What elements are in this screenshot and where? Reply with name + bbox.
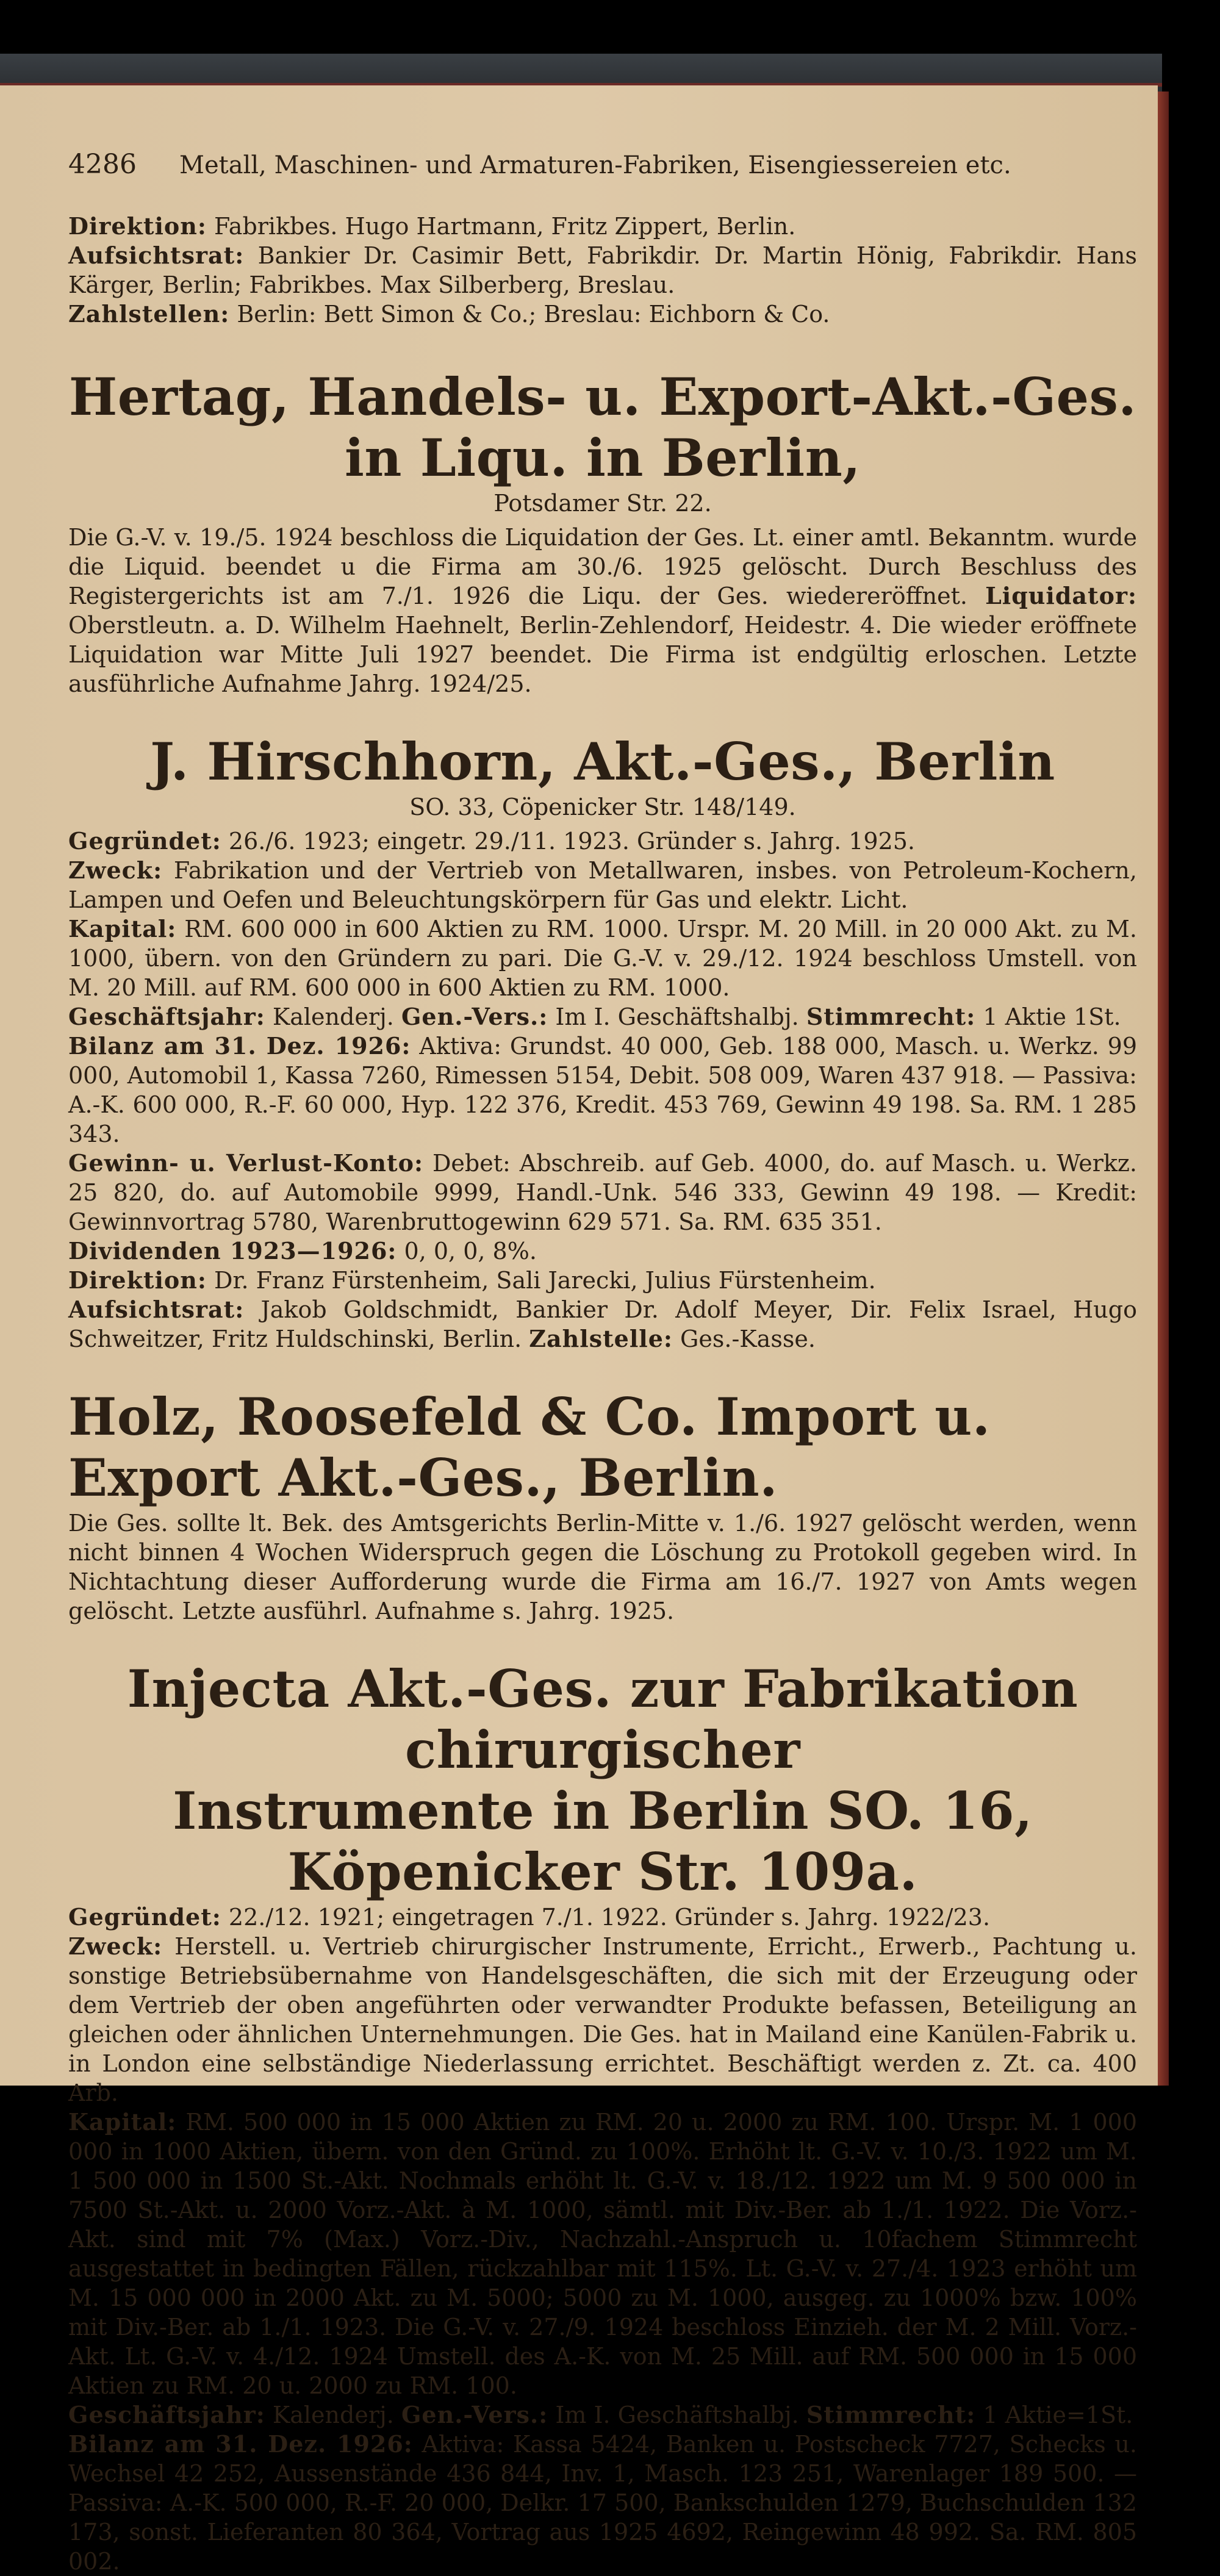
label: Kapital:	[68, 2108, 177, 2136]
label: Gen.-Vers.:	[401, 1003, 548, 1030]
label: Stimmrecht:	[806, 1003, 976, 1030]
value: 26./6. 1923; eingetr. 29./11. 1923. Gründer s. Jahrg. 1925.	[228, 828, 916, 855]
label: Stimmrecht:	[806, 2401, 976, 2428]
label: Gegründet:	[68, 1903, 221, 1931]
value: Die G.-V. v. 19./5. 1924 beschloss die Liquidation der Ges. Lt. einer amtl. Bekanntm. wurde die Liquid. beendet u die Firma am 30./6. 1925 gelöscht. Durch Beschluss des Registergerichts ist am 7./1. 1926 die Liqu. der Ges. wiedereröffnet.	[68, 524, 1137, 609]
value: Oberstleutn. a. D. Wilhelm Haehnelt, Berlin-Zehlendorf, Heidestr. 4. Die wieder eröffnete Liquidation war Mitte Juli 1927 beendet. Die Firma ist endgültig erloschen. Letzte ausführliche Aufnahme Jahrg. 1924/25.	[68, 612, 1137, 697]
label: Direktion:	[68, 212, 207, 240]
value: Fabrikation und der Vertrieb von Metallwaren, insbes. von Petroleum-Kochern, Lampen und Oefen und Beleuchtungskörpern für Gas und elektr. Licht.	[68, 857, 1137, 913]
value: Im I. Geschäftshalbj.	[555, 2402, 799, 2428]
field-geschaeftsjahr	[68, 2400, 1137, 2430]
entry-injecta	[68, 1659, 1137, 2576]
prev-direktion	[68, 212, 1137, 241]
value: 22./12. 1921; eingetragen 7./1. 1922. Gründer s. Jahrg. 1922/23.	[228, 1904, 991, 1931]
value: Aktiva: Grundst. 40 000, Geb. 188 000, Masch. u. Werkz. 99 000, Automobil 1, Kassa 7260, Rimessen 5154, Debit. 508 009, Waren 437 918. — Passiva: A.-K. 600 000, R.-F. 60 000, Hyp. 122 376, Kredit. 453 769, Gewinn 49 198. Sa. RM. 1 285 343.	[68, 1033, 1137, 1147]
field-dividenden	[68, 1236, 1137, 1266]
page-content	[68, 149, 1137, 2576]
value: Kalenderj.	[272, 2402, 394, 2428]
field-aufsichtsrat	[68, 1295, 1137, 1354]
label: Zweck:	[68, 856, 163, 884]
field-geschaeftsjahr	[68, 1002, 1137, 1031]
value: Bankier Dr. Casimir Bett, Fabrikdir. Dr. Martin Hönig, Fabrikdir. Hans Kärger, Berlin; Fabrikbes. Max Silberberg, Breslau.	[68, 242, 1137, 298]
entry-hertag	[68, 367, 1137, 698]
value: RM. 500 000 in 15 000 Aktien zu RM. 20 u. 2000 zu RM. 100. Urspr. M. 1 000 000 in 1000 Aktien, übern. von den Gründ. zu 100%. Erhöht lt. G.-V. v. 10./3. 1922 um M. 1 500 000 in 1500 St.-Akt. Nochmals erhöht lt. G.-V. v. 18./12. 1922 um M. 9 500 000 in 7500 St.-Akt. u. 2000 Vorz.-Akt. à M. 1000, sämtl. mit Div.-Ber. ab 1./1. 1922. Die Vorz.-Akt. sind mit 7% (Max.) Vorz.-Div., Nachzahl.-Anspruch u. 10fachem Stimmrecht ausgestattet in bedingten Fällen, rückzahlbar mit 115%. Lt. G.-V. v. 27./4. 1923 erhöht um M. 15 000 000 in 2000 Akt. zu M. 5000; 5000 zu M. 1000, ausgeg. zu 1000% bzw. 100% mit Div.-Ber. ab 1./1. 1923. Die G.-V. v. 27./9. 1924 beschloss Einzieh. der M. 2 Mill. Vorz.-Akt. Lt. G.-V. v. 4./12. 1924 Umstell. des A.-K. von M. 25 Mill. auf RM. 500 000 in 15 000 Aktien zu RM. 20 u. 2000 zu RM. 100.	[68, 2109, 1137, 2399]
value: RM. 600 000 in 600 Aktien zu RM. 1000. Urspr. M. 20 Mill. in 20 000 Akt. zu M. 1000, übern. von den Gründern zu pari. Die G.-V. v. 29./12. 1924 beschloss Umstell. von M. 20 Mill. auf RM. 600 000 in 600 Aktien zu RM. 1000.	[68, 916, 1137, 1001]
field-bilanz	[68, 1031, 1137, 1149]
field-gewinn-verlust	[68, 1149, 1137, 1236]
label: Zweck:	[68, 1932, 163, 1960]
entry-text	[68, 523, 1137, 698]
label: Gen.-Vers.:	[401, 2401, 548, 2428]
field-gegruendet	[68, 1903, 1137, 1932]
entry-title: Holz, Roosefeld & Co. Import u. Export Akt.-Ges., Berlin.	[68, 1387, 991, 1508]
running-header	[68, 149, 1137, 180]
entry-hirschhorn	[68, 731, 1137, 1354]
prev-zahlstellen	[68, 300, 1137, 329]
field-kapital	[68, 2108, 1137, 2400]
entry-title-line-2: Instrumente in Berlin SO. 16, Köpenicker Str. 109a.	[173, 1781, 1033, 1902]
label: Kapital:	[68, 915, 177, 942]
field-kapital	[68, 914, 1137, 1002]
label: Zahlstelle:	[529, 1325, 673, 1352]
label: Aufsichtsrat:	[68, 1296, 245, 1323]
field-gegruendet	[68, 827, 1137, 856]
label: Gewinn- u. Verlust-Konto:	[68, 1149, 423, 1177]
value: Ges.-Kasse.	[680, 1326, 816, 1352]
value: Dr. Franz Fürstenheim, Sali Jarecki, Julius Fürstenheim.	[214, 1267, 876, 1294]
entry-previous	[68, 212, 1137, 329]
value: Debet: Abschreib. auf Geb. 4000, do. auf Masch. u. Werkz. 25 820, do. auf Automobile 9999, Handl.-Unk. 546 333, Gewinn 49 198. — Kredit: Gewinnvortrag 5780, Warenbruttogewinn 629 571. Sa. RM. 635 351.	[68, 1150, 1138, 1235]
value: Jakob Goldschmidt, Bankier Dr. Adolf Meyer, Dir. Felix Israel, Hugo Schweitzer, Fritz Huldschinski, Berlin.	[68, 1296, 1137, 1352]
label: Geschäftsjahr:	[68, 2401, 265, 2428]
entry-address: SO. 33, Cöpenicker Str. 148/149.	[409, 794, 796, 820]
value: Im I. Geschäftshalbj.	[555, 1003, 799, 1030]
book-spine	[1158, 91, 1169, 2086]
field-direktion	[68, 1266, 1137, 1295]
prev-aufsichtsrat	[68, 241, 1137, 300]
label: Gegründet:	[68, 827, 221, 855]
label: Direktion:	[68, 1266, 207, 1294]
running-title: Metall, Maschinen- und Armaturen-Fabriken, Eisengiessereien etc.	[179, 151, 1011, 179]
value: 0, 0, 0, 8%.	[404, 1238, 537, 1265]
label: Dividenden 1923—1926:	[68, 1237, 397, 1265]
label: Aufsichtsrat:	[68, 242, 245, 269]
value: Berlin: Bett Simon & Co.; Breslau: Eichborn & Co.	[237, 301, 830, 328]
label: Zahlstellen:	[68, 300, 230, 328]
field-bilanz	[68, 2430, 1137, 2576]
value: Aktiva: Kassa 5424, Banken u. Postscheck 7727, Schecks u. Wechsel 42 252, Aussenstände 436 844, Inv. 1, Masch. 123 251, Warenlager 189 500. — Passiva: A.-K. 500 000, R.-F. 20 000, Delkr. 17 500, Bankschulden 1279, Buchschulden 132 173, sonst. Lieferanten 80 364, Vortrag aus 1925 4692, Reingewinn 48 992. Sa. RM. 805 002.	[68, 2431, 1137, 2575]
label: Bilanz am 31. Dez. 1926:	[68, 1032, 411, 1060]
value: 1 Aktie=1St.	[983, 2402, 1133, 2428]
label: Geschäftsjahr:	[68, 1003, 265, 1030]
value: Kalenderj.	[272, 1003, 394, 1030]
field-zweck	[68, 856, 1137, 914]
field-zweck	[68, 1932, 1137, 2108]
entry-address: Potsdamer Str. 22.	[493, 490, 712, 517]
page-number: 4286	[68, 149, 137, 180]
value: Herstell. u. Vertrieb chirurgischer Instrumente, Erricht., Erwerb., Pachtung u. sonstige Betriebsübernahme von Handelsgeschäften, die sich mit der Erzeugung oder dem Vertrieb der oben angeführten oder verwandter Produkte befassen, Beteiligung an gleichen oder ähnlichen Unternehmungen. Die Ges. hat in Mailand eine Kanülen-Fabrik u. in London eine selbständige Niederlassung errichtet. Beschäftigt werden z. Zt. ca. 400 Arb.	[68, 1933, 1137, 2106]
label: Liquidator:	[985, 582, 1137, 609]
entry-text: Die Ges. sollte lt. Bek. des Amtsgerichts Berlin-Mitte v. 1./6. 1927 gelöscht werden, wenn nicht binnen 4 Wochen Widerspruch gegen die Löschung zu Protokoll gegeben wird. In Nichtachtung dieser Aufforderung wurde die Firma am 16./7. 1927 von Amts wegen gelöscht. Letzte ausführl. Aufnahme s. Jahrg. 1925.	[68, 1510, 1137, 1624]
entry-title: J. Hirschhorn, Akt.-Ges., Berlin	[150, 731, 1055, 792]
entry-title: Hertag, Handels- u. Export-Akt.-Ges. in Liqu. in Berlin,	[68, 367, 1137, 488]
label: Bilanz am 31. Dez. 1926:	[68, 2430, 413, 2458]
entry-title-line-1: Injecta Akt.-Ges. zur Fabrikation chirurgischer	[127, 1659, 1078, 1780]
entry-holz-roosefeld	[68, 1387, 1137, 1626]
page	[0, 85, 1158, 2575]
value: Fabrikbes. Hugo Hartmann, Fritz Zippert, Berlin.	[214, 213, 796, 240]
value: 1 Aktie 1St.	[983, 1003, 1121, 1030]
